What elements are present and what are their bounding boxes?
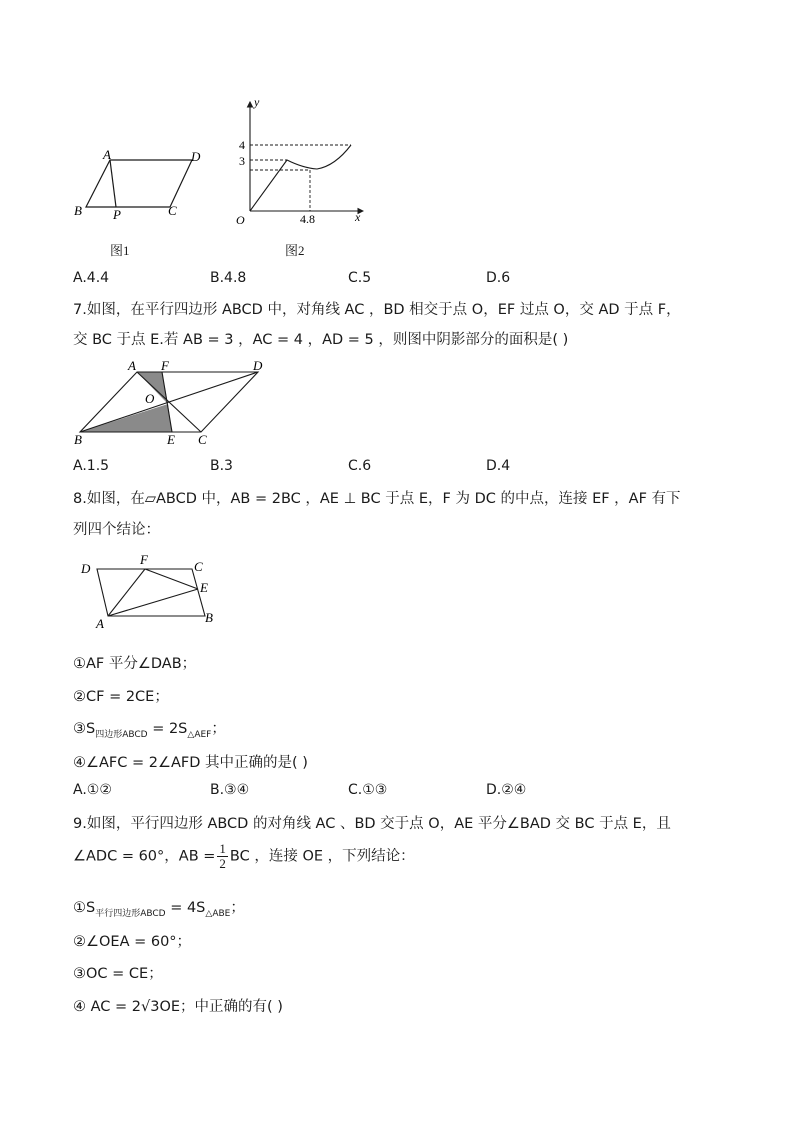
figure-1: [70, 145, 220, 225]
fig2-axis-y: y: [254, 96, 260, 109]
q8-fig-label-E: E: [200, 580, 208, 595]
q8-fig-label-A: A: [96, 616, 104, 631]
fig2-tick-4: 4: [239, 138, 245, 152]
q9-stem-line1: 9.如图，平行四边形 ABCD 的对角线 AC 、BD 交于点 O，AE 平分∠BAD 交 BC 于点 E，且: [73, 816, 671, 832]
fig1-caption: 图1: [110, 243, 130, 258]
fig1-label-P: P: [113, 207, 121, 222]
q8-fig-label-F: F: [140, 552, 148, 567]
q9-statement-3: ③OC = CE；: [73, 966, 163, 982]
fig2-tick-3: 3: [239, 154, 245, 168]
q7-option-c: C.6: [348, 458, 372, 474]
q7-stem-line2: 交 BC 于点 E.若 AB = 3 ，AC = 4 ，AD = 5 ，则图中阴影部分的面积是( ): [73, 332, 569, 348]
q7-fig-label-F: F: [161, 358, 169, 373]
q7-fig-label-D: D: [253, 358, 263, 373]
q7-fig-label-A: A: [128, 358, 136, 373]
q8-fig-label-C: C: [194, 559, 203, 574]
q9-statement-2: ②∠OEA = 60°；: [73, 934, 192, 950]
figure-2: [225, 96, 370, 231]
fig1-label-A: A: [103, 147, 111, 162]
q6-option-d: D.6: [486, 270, 511, 286]
q6-option-a: A.4.4: [73, 270, 110, 286]
q8-statement-1: ①AF 平分∠DAB；: [73, 656, 197, 672]
q8-statement-4: ④∠AFC = 2∠AFD 其中正确的是( ): [73, 755, 308, 771]
q9-statement-4: ④ AC = 2√3OE；中正确的有( ): [73, 999, 283, 1015]
q7-option-b: B.3: [210, 458, 233, 474]
q8-option-c: C.①③: [348, 782, 388, 798]
fraction-one-half: $\frac{1}{2}$: [219, 841, 226, 871]
q6-option-b: B.4.8: [210, 270, 247, 286]
q7-option-a: A.1.5: [73, 458, 110, 474]
q8-statement-3: $③S_{四边形ABCD} = 2S_{\triangle AEF}$；: [73, 721, 226, 740]
q7-option-d: D.4: [486, 458, 511, 474]
fig1-label-B: B: [74, 203, 82, 218]
q8-fig-label-B: B: [205, 610, 213, 625]
fig2-caption: 图2: [285, 243, 305, 258]
q9-statement-1: $①S_{平行四边形ABCD} = 4S_{\triangle ABE}$；: [73, 900, 245, 919]
q7-fig-label-B: B: [74, 432, 82, 447]
q9-stem-line2: ∠ADC = 60°，AB = $\frac{1}{2}$ BC ，连接 OE ，下列结论：: [73, 841, 415, 871]
q8-option-d: D.②④: [486, 782, 527, 798]
q6-option-c: C.5: [348, 270, 372, 286]
q7-fig-label-E: E: [167, 432, 175, 447]
fig2-origin: O: [236, 213, 245, 227]
fig1-label-D: D: [191, 149, 201, 164]
q8-stem-line1: 8.如图，在▱ABCD 中，AB = 2BC ，AE ⊥ BC 于点 E，F 为 DC 的中点，连接 EF ，AF 有下: [73, 491, 681, 507]
q8-statement-2: ②CF = 2CE；: [73, 689, 169, 705]
fig2-axis-x: x: [355, 210, 361, 224]
figure-q7: [70, 356, 270, 448]
q8-option-a: A.①②: [73, 782, 112, 798]
fig1-label-C: C: [168, 203, 177, 218]
q7-fig-label-O: O: [145, 391, 155, 406]
fig2-tick-4-8: 4.8: [300, 212, 315, 226]
q8-option-b: B.③④: [210, 782, 250, 798]
q8-stem-line2: 列四个结论：: [73, 522, 160, 538]
q7-stem-line1: 7.如图，在平行四边形 ABCD 中，对角线 AC ，BD 相交于点 O，EF 过点 O，交 AD 于点 F，: [73, 302, 681, 318]
q8-fig-label-D: D: [81, 561, 91, 576]
figure-q8: [75, 550, 225, 632]
q7-fig-label-C: C: [198, 432, 207, 447]
